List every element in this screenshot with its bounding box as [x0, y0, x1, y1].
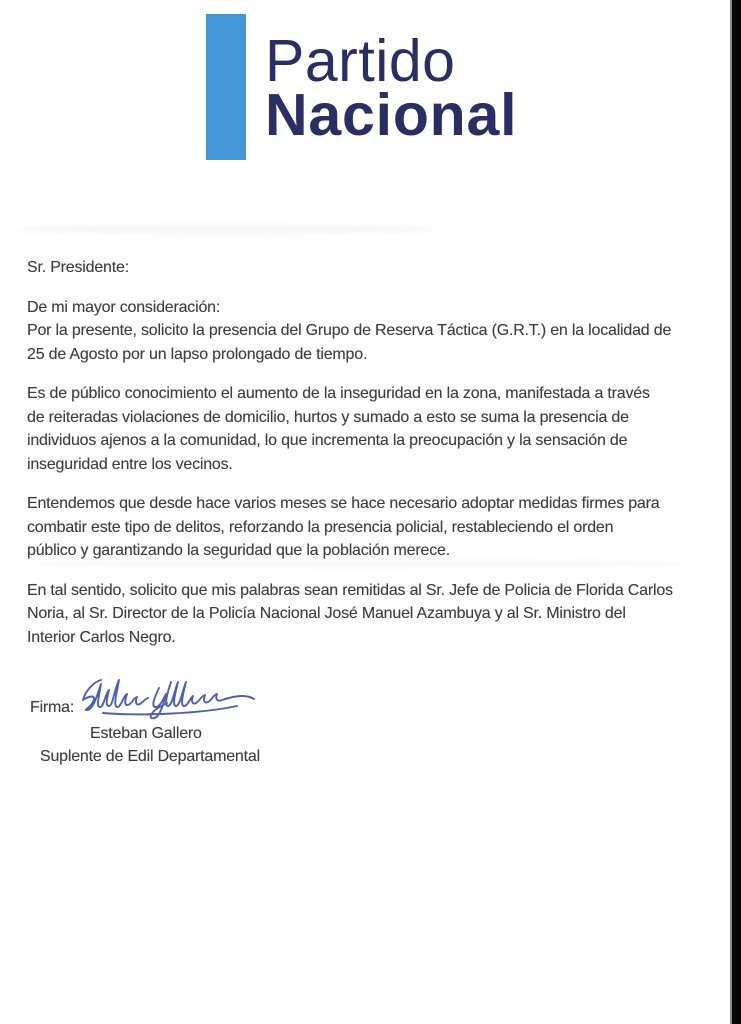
letter-paragraph-3	[27, 492, 722, 563]
text-line: de reiteradas violaciones de domicilio, hurtos y sumado a esto se suma la presencia de	[27, 408, 629, 426]
logo-word-nacional: Nacional	[265, 82, 518, 148]
letter-paragraph-2	[27, 382, 722, 476]
signature-block	[27, 666, 347, 776]
signature-ink-path	[83, 680, 254, 718]
text-line: Sr. Presidente:	[27, 259, 129, 276]
signer-role: Suplente de Edil Departamental	[40, 748, 260, 765]
party-logo	[206, 14, 517, 160]
signer-name: Esteban Gallero	[90, 725, 202, 742]
text-line: combatir este tipo de delitos, reforzando la presencia policial, restableciendo el orden	[27, 518, 614, 536]
scan-smudge	[15, 225, 435, 234]
text-line: inseguridad entre los vecinos.	[27, 455, 233, 473]
letter-greeting	[27, 256, 722, 280]
letter-body	[27, 256, 722, 665]
scan-edge-strip	[730, 0, 741, 1024]
text-line: Entendemos que desde hace varios meses se hace necesario adoptar medidas firmes para	[27, 495, 660, 512]
logo-blue-bar	[206, 14, 246, 160]
text-line: individuos ajenos a la comunidad, lo que incrementa la preocupación y la sensación de	[27, 432, 628, 449]
logo-wordmark	[265, 28, 518, 160]
text-line: público y garantizando la seguridad que la población merece.	[27, 542, 450, 559]
text-line: En tal sentido, solicito que mis palabras sean remitidas al Sr. Jefe de Policia de Florida Carlos	[27, 581, 673, 599]
text-line: Interior Carlos Negro.	[27, 628, 176, 646]
text-line: De mi mayor consideración:	[27, 298, 221, 316]
text-line: Noria, al Sr. Director de la Policía Nacional José Manuel Azambuya y al Sr. Ministro del	[27, 605, 626, 622]
text-line: Por la presente, solicito la presencia del Grupo de Reserva Táctica (G.R.T.) en la localidad de	[27, 322, 672, 339]
letter-paragraph-4	[27, 579, 722, 650]
text-line: 25 de Agosto por un lapso prolongado de tiempo.	[27, 345, 368, 363]
letter-paragraph-1	[27, 296, 722, 367]
logo-word-partido: Partido	[265, 28, 456, 94]
signature-scribble-icon	[79, 666, 259, 722]
signature-label: Firma:	[30, 699, 75, 716]
text-line: Es de público conocimiento el aumento de la inseguridad en la zona, manifestada a través	[27, 385, 650, 402]
